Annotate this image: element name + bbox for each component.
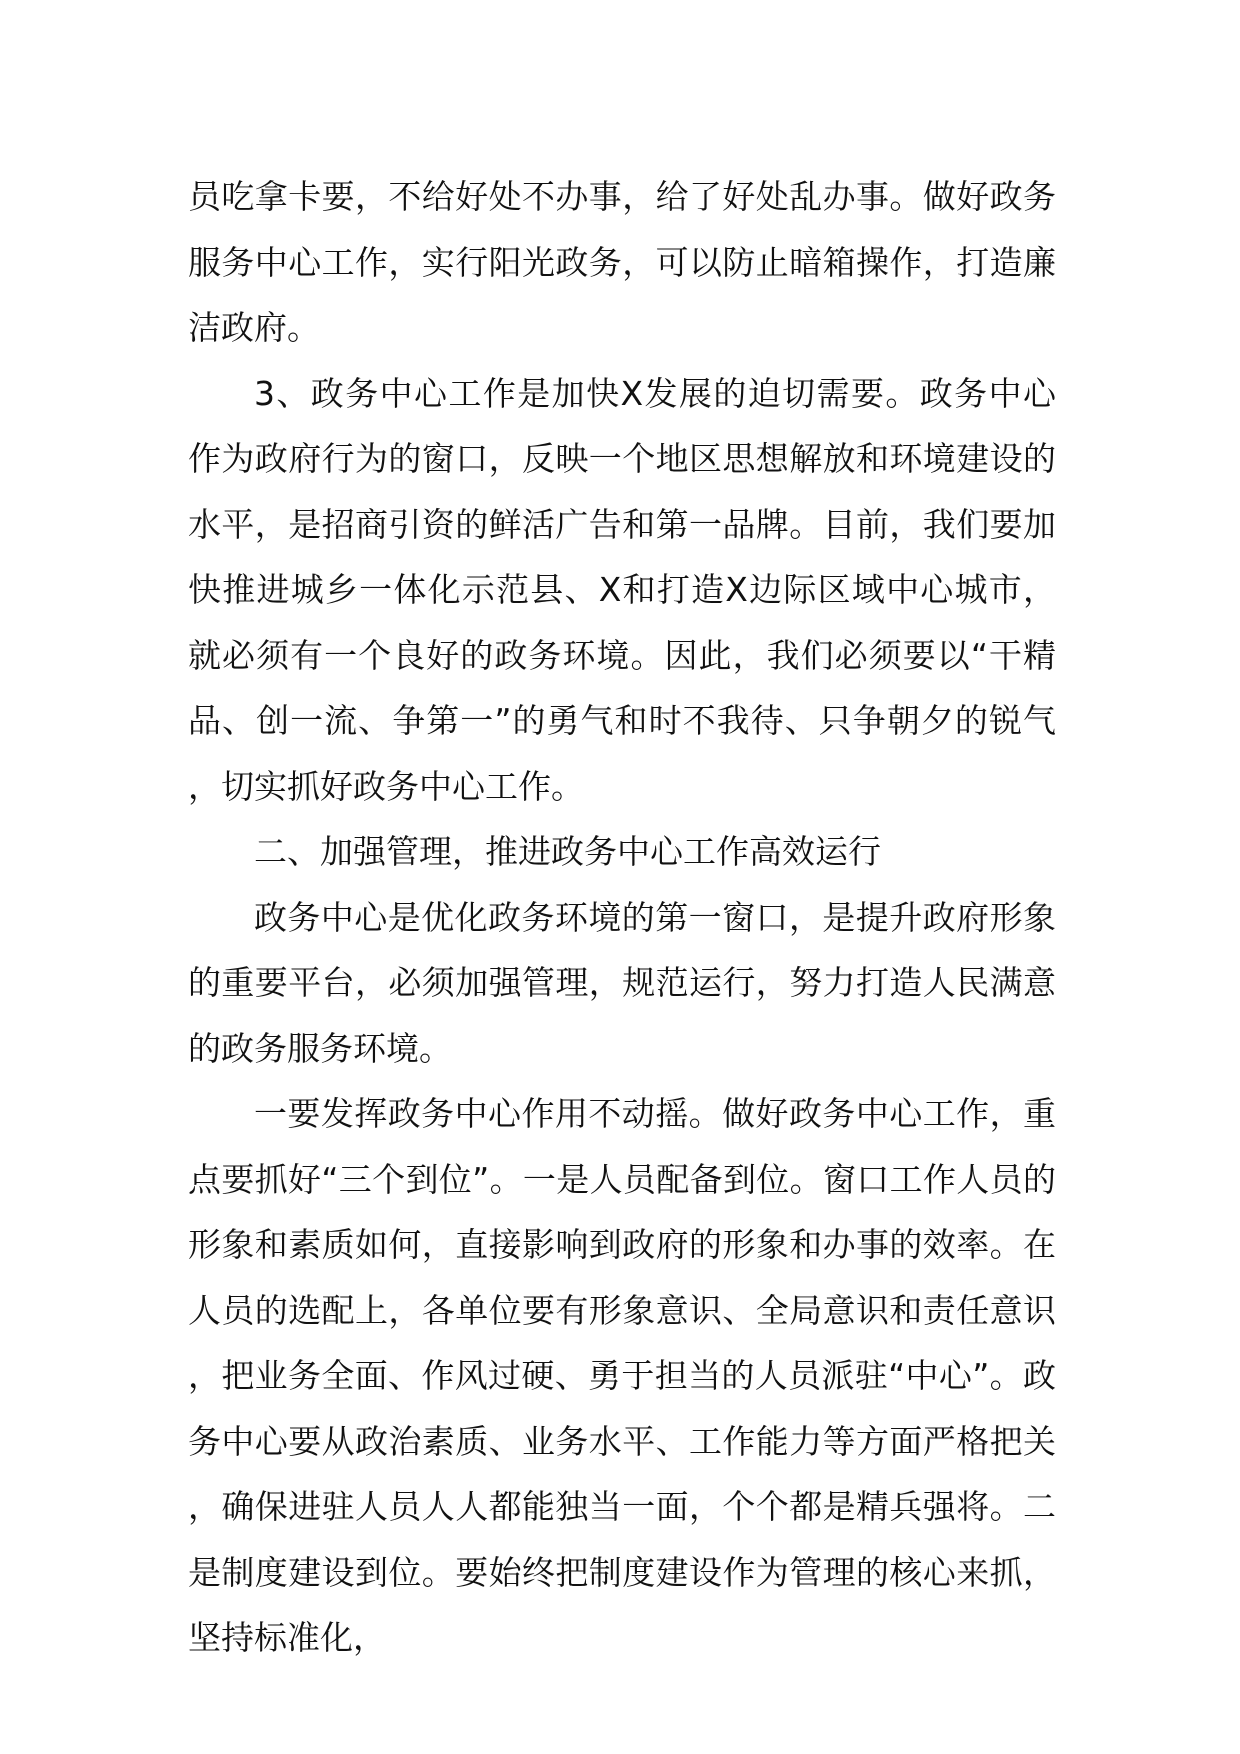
paragraph-section-intro: 政务中心是优化政务环境的第一窗口，是提升政府形象的重要平台，必须加强管理，规范运行，努力打造人民满意的政务服务环境。 xyxy=(188,897,1056,1068)
section-heading-2: 二、加强管理，推进政务中心工作高效运行 xyxy=(254,832,881,871)
paragraph-first-requirement: 一要发挥政务中心作用不动摇。做好政务中心工作，重点要抓好“三个到位”。一是人员配备到位。窗口工作人员的形象和素质如何，直接影响到政府的形象和办事的效率。在人员的选配上，各单位要有形象意识、全局意识和责任意识，把业务全面、作风过硬、勇于担当的人员派驻“中心”。政务中心要从政治素质、业务水平、工作能力等方面严格把关，确保进驻人员人人都能独当一面，个个都是精兵强将。二是制度建设到位。要始终把制度建设作为管理的核心来抓，坚持标准化， xyxy=(188,1094,1056,1657)
document-body xyxy=(188,164,1056,1671)
paragraph-point-3: 3、政务中心工作是加快X发展的迫切需要。政务中心作为政府行为的窗口，反映一个地区思想解放和环境建设的水平，是招商引资的鲜活广告和第一品牌。目前，我们要加快推进城乡一体化示范县、X和打造X边际区域中心城市，就必须有一个良好的政务环境。因此，我们必须要以“干精品、创一流、争第一”的勇气和时不我待、只争朝夕的锐气，切实抓好政务中心工作。 xyxy=(188,373,1056,806)
paragraph-continuation: 员吃拿卡要，不给好处不办事，给了好处乱办事。做好政务服务中心工作，实行阳光政务，可以防止暗箱操作，打造廉洁政府。 xyxy=(188,177,1056,347)
